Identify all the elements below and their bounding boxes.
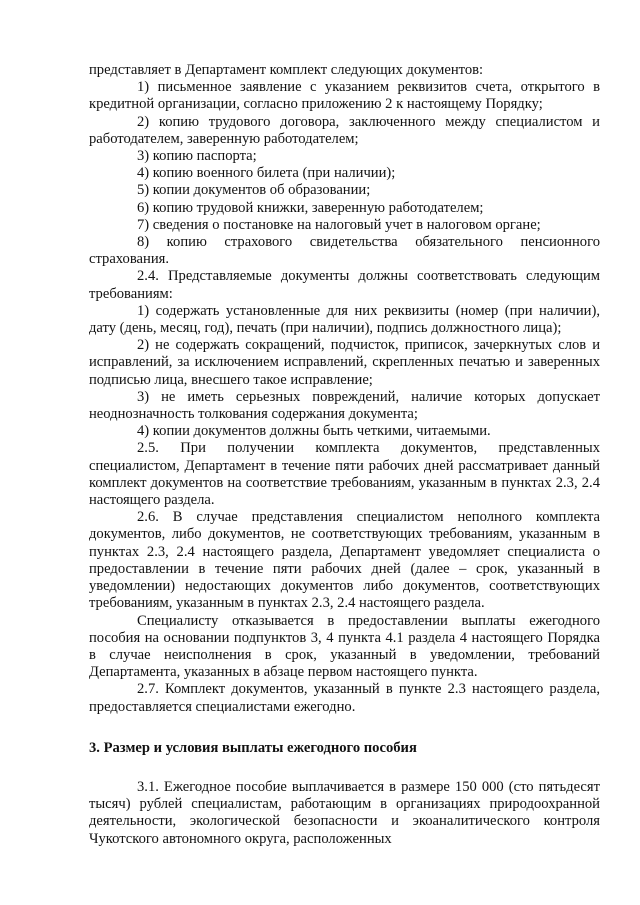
paragraph: Специалисту отказывается в предоставлении выплаты ежегодного пособия на основании подпунктов 3, 4 пункта 4.1 раздела 4 настоящего Порядка в случае неисполнения в срок, указанный в уведомлении, требований Департамента, указанных в абзаце первом настоящего пункта. xyxy=(89,612,600,681)
list-item: 1) письменное заявление с указанием реквизитов счета, открытого в кредитной организации, согласно приложению 2 к настоящему Порядку; xyxy=(89,79,600,113)
list-item: 8) копию страхового свидетельства обязательного пенсионного страхования. xyxy=(89,234,600,268)
list-item: 2) копию трудового договора, заключенного между специалистом и работодателем, заверенную работодателем; xyxy=(89,113,600,147)
list-item: 4) копию военного билета (при наличии); xyxy=(137,165,396,182)
paragraph: 3.1. Ежегодное пособие выплачивается в размере 150 000 (сто пятьдесят тысяч) рублей специалистам, работающим в организациях природоохранной деятельности, экологической безопасности и экоаналитического контроля Чукотского автономного округа, расположенных xyxy=(89,778,600,847)
section-heading: 3. Размер и условия выплаты ежегодного пособия xyxy=(89,739,417,756)
list-item: 6) копию трудовой книжки, заверенную работодателем; xyxy=(137,199,484,216)
paragraph: 2.7. Комплект документов, указанный в пункте 2.3 настоящего раздела, предоставляется специалистами ежегодно. xyxy=(89,681,600,715)
list-item: 2) не содержать сокращений, подчисток, приписок, зачеркнутых слов и исправлений, за исключением исправлений, скрепленных печатью и заверенных подписью лица, внесшего такое исправление; xyxy=(89,337,600,388)
paragraph: 2.6. В случае представления специалистом неполного комплекта документов, либо документов, не соответствующих требованиям, указанным в пунктах 2.3, 2.4 настоящего раздела, Департамент уведомляет специалиста о предоставлении в течение пяти рабочих дней (далее – срок, указанный в уведомлении) недостающих документов либо документов, соответствующих требованиям, указанным в пунктах 2.3, 2.4 настоящего раздела. xyxy=(89,509,600,612)
paragraphs-before xyxy=(89,62,600,716)
paragraphs-after xyxy=(89,779,600,848)
paragraph: 2.4. Представляемые документы должны соответствовать следующим требованиям: xyxy=(89,268,600,302)
paragraph: представляет в Департамент комплект следующих документов: xyxy=(89,62,484,78)
list-item: 5) копии документов об образовании; xyxy=(137,182,371,199)
list-item: 4) копии документов должны быть четкими, читаемыми. xyxy=(137,423,491,440)
list-item: 7) сведения о постановке на налоговый учет в налоговом органе; xyxy=(137,216,541,233)
list-item: 1) содержать установленные для них реквизиты (номер (при наличии), дату (день, месяц, год), печать (при наличии), подпись должностного лица); xyxy=(89,302,600,337)
paragraph: 2.5. При получении комплекта документов, представленных специалистом, Департамент в течение пяти рабочих дней рассматривает данный комплект документов на соответствие требованиям, указанным в пунктах 2.3, 2.4 настоящего раздела. xyxy=(89,440,600,509)
list-item: 3) копию паспорта; xyxy=(137,148,257,165)
list-item: 3) не иметь серьезных повреждений, наличие которых допускает неоднозначность толкования содержания документа; xyxy=(89,388,600,423)
